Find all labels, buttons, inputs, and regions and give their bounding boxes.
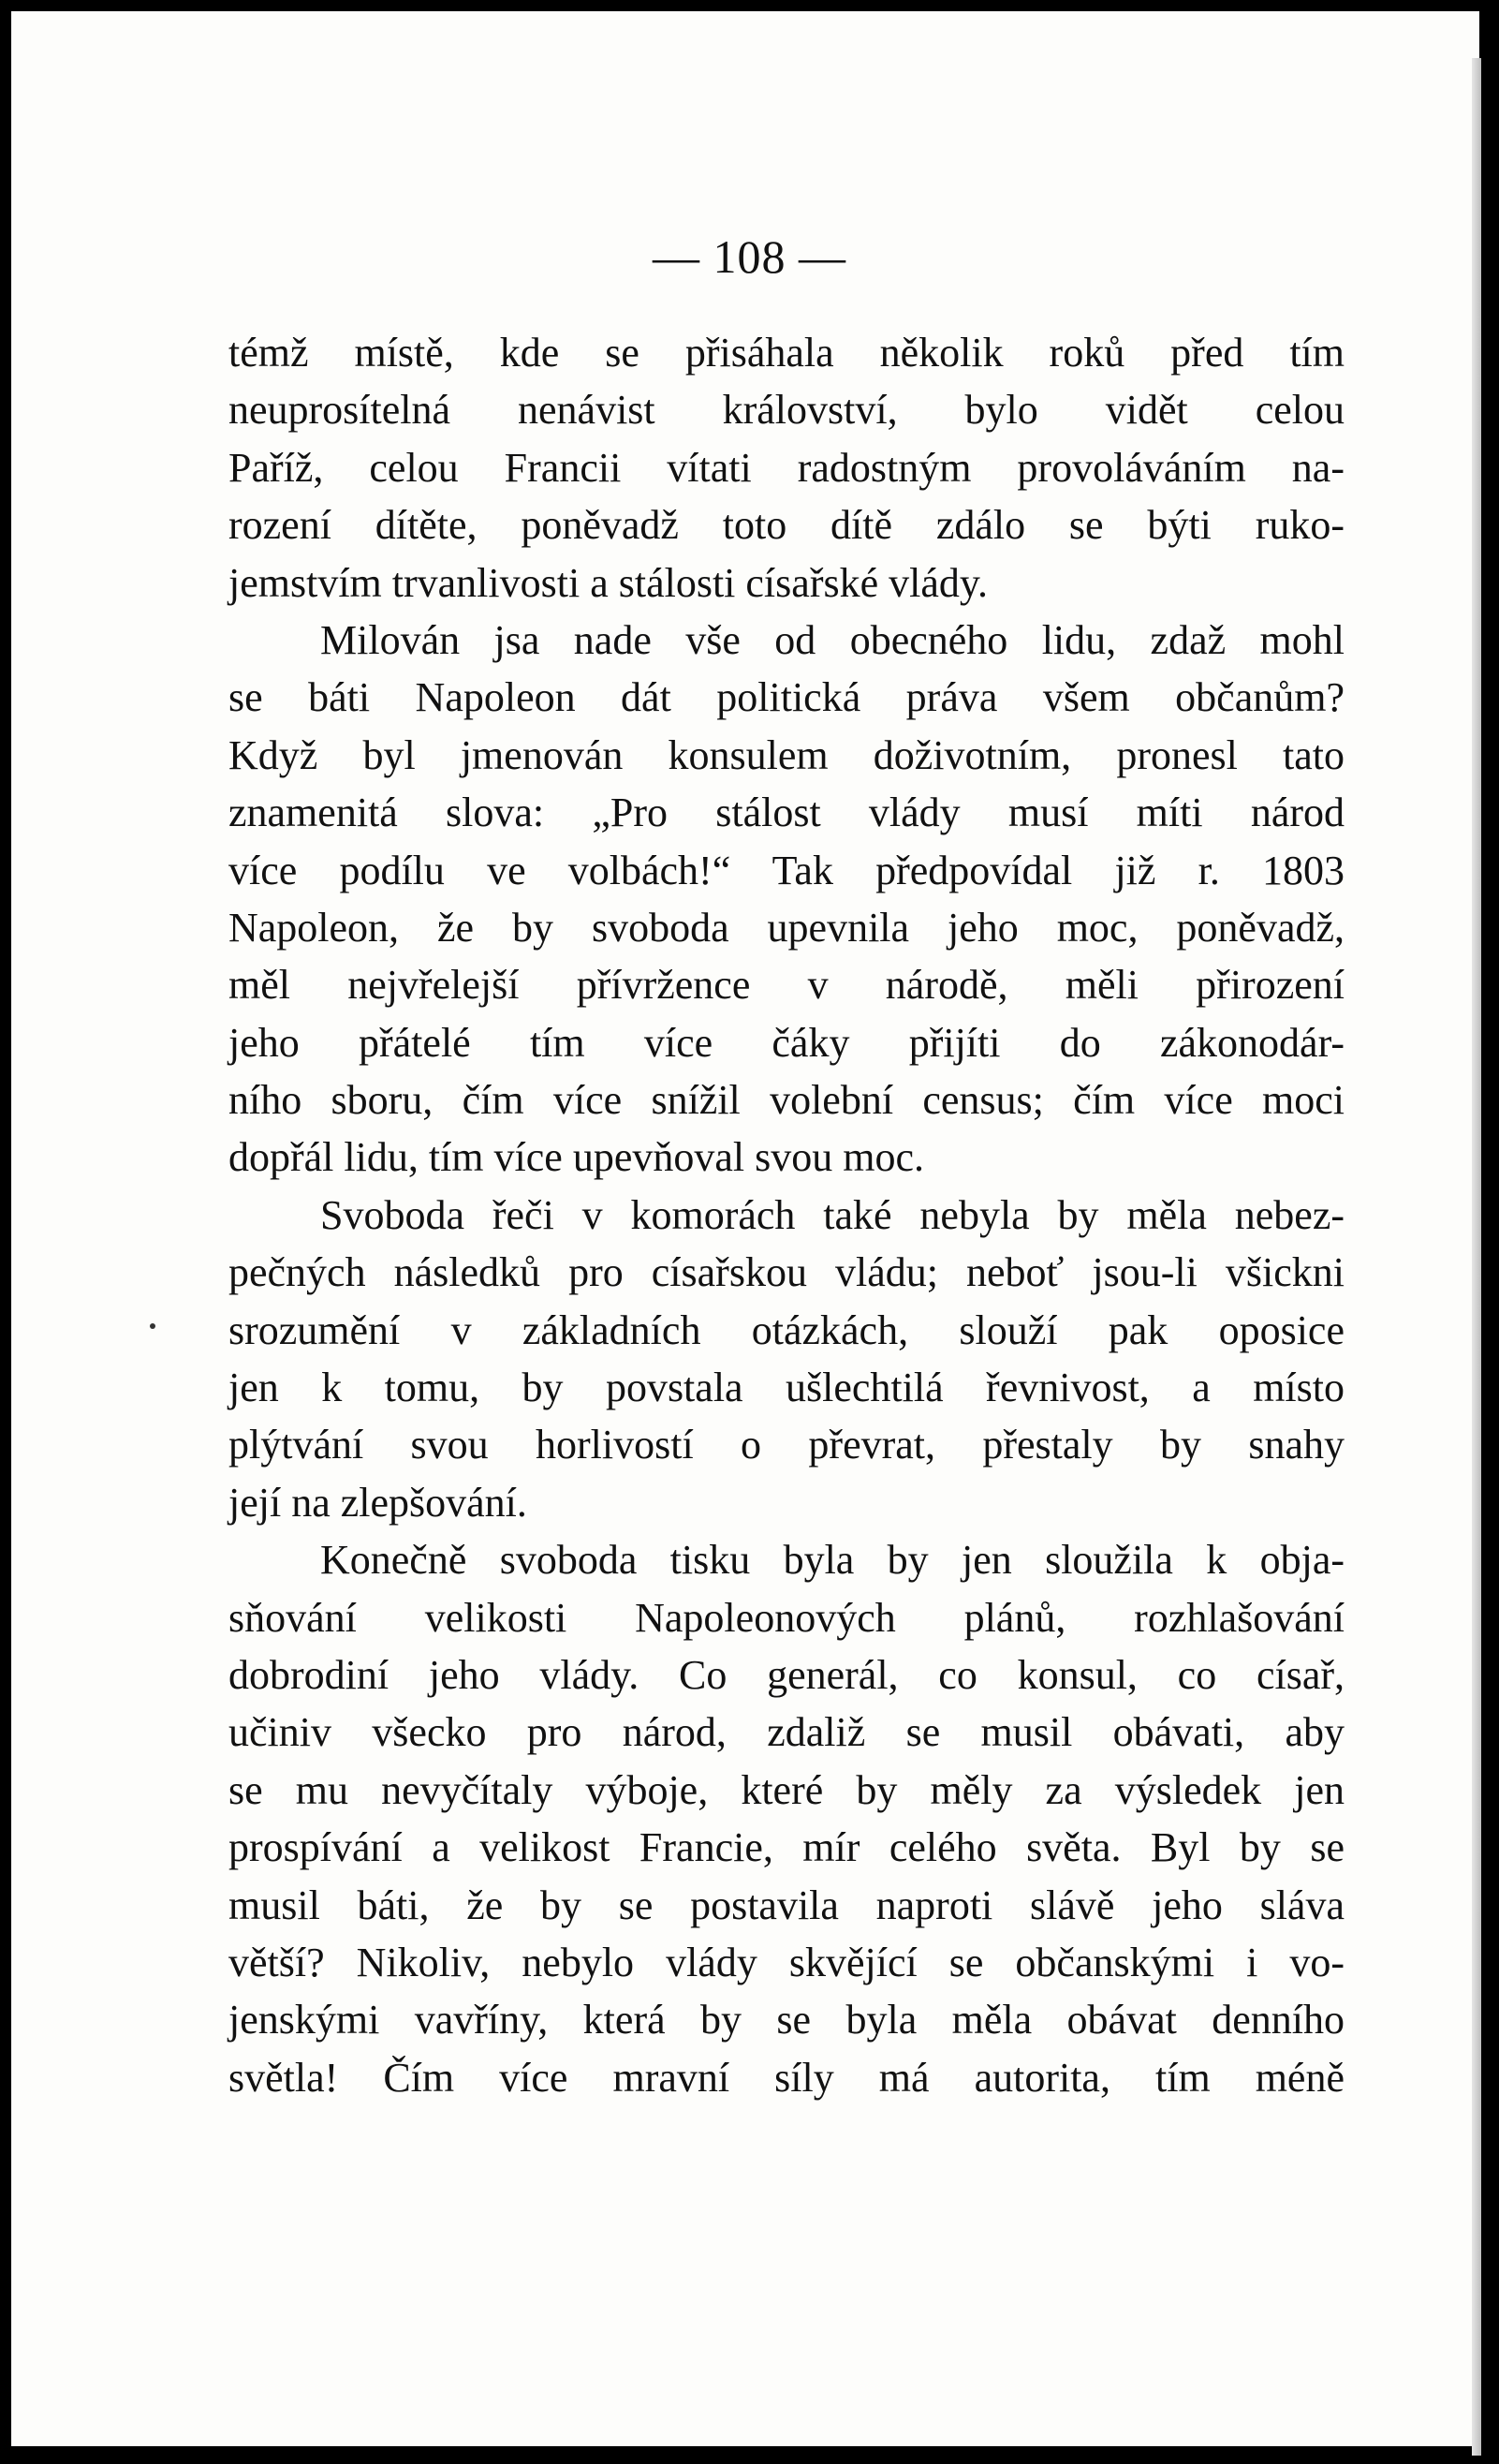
text-line: měl nejvřelejší přívržence v národě, měli přirození (228, 962, 1345, 1009)
stray-mark (150, 1323, 155, 1329)
text-line: ního sboru, čím více snížil volební census; čím více moci (228, 1077, 1345, 1124)
paragraph-start-line: Svoboda řeči v komorách také nebyla by měla nebez- (320, 1191, 1345, 1238)
text-line: neuprosítelná nenávist království, bylo vidět celou (228, 387, 1345, 434)
text-line: dobrodiní jeho vlády. Co generál, co konsul, co císař, (228, 1651, 1345, 1698)
text-line: dopřál lidu, tím více upevňoval svou moc. (228, 1134, 924, 1181)
text-line: pečných následků pro císařskou vládu; neboť jsou-li všickni (228, 1249, 1345, 1296)
text-line: plýtvání svou horlivostí o převrat, přestaly by snahy (228, 1422, 1345, 1468)
page-edge (1472, 58, 1481, 2456)
page-number: — 108 — (653, 230, 846, 283)
paragraph-start-line: Konečně svoboda tisku byla by jen sloužila k obja- (320, 1537, 1345, 1584)
text-line: srozumění v základních otázkách, slouží pak oposice (228, 1306, 1345, 1353)
text-line: její na zlepšování. (228, 1479, 527, 1526)
text-line: jeho přátelé tím více čáky přijíti do zákonodár- (228, 1019, 1345, 1066)
text-line: jenskými vavříny, která by se byla měla obávat denního (228, 1997, 1345, 2043)
text-line: Paříž, celou Francii vítati radostným provoláváním na- (228, 444, 1345, 491)
text-line: Napoleon, že by svoboda upevnila jeho moc, poněvadž, (228, 904, 1345, 951)
text-line: učiniv všecko pro národ, zdaliž se musil obávati, aby (228, 1709, 1345, 1756)
text-line: jen k tomu, by povstala ušlechtilá řevnivost, a místo (228, 1365, 1345, 1411)
text-line: Když byl jmenován konsulem doživotním, pronesl tato (228, 731, 1345, 778)
text-line: více podílu ve volbách!“ Tak předpovídal již r. 1803 (228, 847, 1345, 893)
text-line: se mu nevyčítaly výboje, které by měly za výsledek jen (228, 1766, 1345, 1813)
body-text (228, 324, 1345, 2106)
text-line: se báti Napoleon dát politická práva všem občanům? (228, 674, 1345, 721)
text-line: témž místě, kde se přisáhala několik roků před tím (228, 330, 1345, 376)
text-line: sňování velikosti Napoleonových plánů, rozhlašování (228, 1594, 1345, 1641)
text-line: větší? Nikoliv, nebylo vlády skvějící se občanskými i vo- (228, 1939, 1345, 1985)
text-line: rození dítěte, poněvadž toto dítě zdálo se býti ruko- (228, 502, 1345, 549)
text-line: musil báti, že by se postavila naproti slávě jeho sláva (228, 1881, 1345, 1928)
text-line: prospívání a velikost Francie, mír celého světa. Byl by se (228, 1824, 1345, 1871)
text-line: znamenitá slova: „Pro stálost vlády musí míti národ (228, 789, 1345, 836)
text-line: světla! Čím více mravní síly má autorita, tím méně (228, 2054, 1345, 2101)
text-line: jemstvím trvanlivosti a stálosti císařské vlády. (228, 559, 989, 606)
paragraph-start-line: Milován jsa nade vše od obecného lidu, zdaž mohl (320, 616, 1345, 663)
